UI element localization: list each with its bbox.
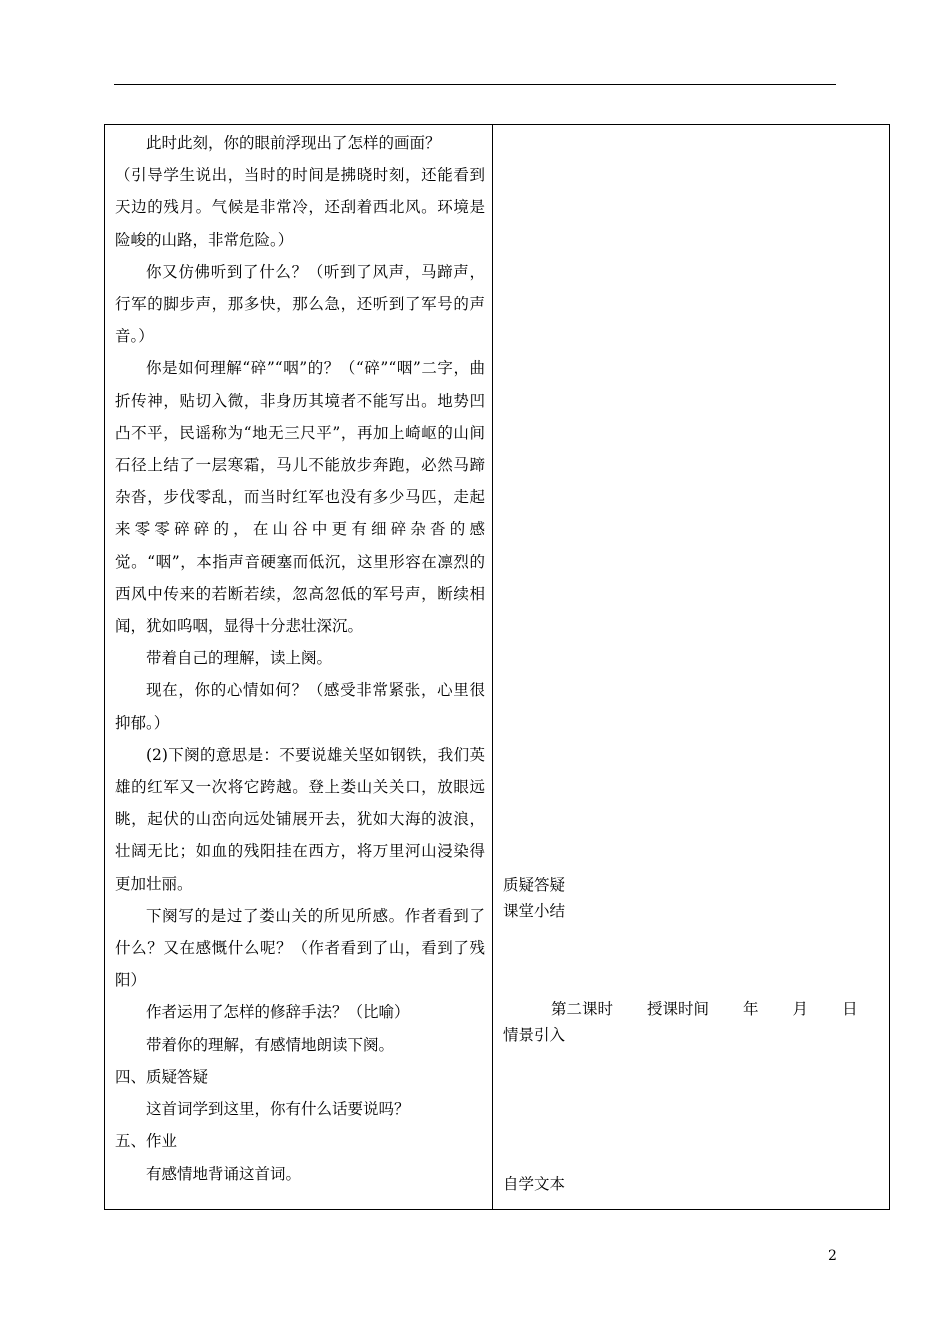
- paragraph: 你又仿佛听到了什么？（听到了风声，马蹄声，行军的脚步声，那多快，那么急，还听到了军号的声音。）: [115, 262, 485, 346]
- paragraph: 此时此刻，你的眼前浮现出了怎样的画面？: [146, 134, 441, 152]
- paragraph: 带着自己的理解，读上阕。: [146, 649, 333, 668]
- section-heading: 五、作业: [115, 1132, 178, 1151]
- column-divider: [492, 125, 493, 1209]
- paragraph: 作者运用了怎样的修辞手法？（比喻）: [146, 1003, 410, 1022]
- label-qa: 质疑答疑: [503, 876, 566, 894]
- second-lesson-title: 第二课时: [551, 1000, 614, 1018]
- section-heading: 四、质疑答疑: [115, 1067, 209, 1086]
- header-rule: [114, 84, 836, 85]
- lesson-table: [104, 124, 890, 1210]
- paragraph: (2)下阕的意思是：不要说雄关坚如钢铁，我们英雄的红军又一次将它跨越。登上娄山关关口，放眼远眺，起伏的山峦向远处铺展开去，犹如大海的波浪，壮阔无比；如血的残阳挂在西方，将万里河山浸染得更加壮丽。: [115, 745, 485, 893]
- day-label: 日: [842, 1000, 858, 1018]
- paragraph: 下阕写的是过了娄山关的所见所感。作者看到了什么？又在感慨什么呢？（作者看到了山，看到了残阳）: [115, 906, 485, 990]
- left-column-content: [115, 127, 485, 1190]
- second-lesson-header: [551, 997, 858, 1021]
- paragraph: 带着你的理解，有感情地朗读下阕。: [146, 1035, 395, 1054]
- lesson-time-label: 授课时间: [647, 1000, 710, 1018]
- paragraph: 有感情地背诵这首词。: [146, 1164, 302, 1183]
- label-summary: 课堂小结: [503, 902, 566, 920]
- label-selfstudy: 自学文本: [503, 1175, 566, 1193]
- year-label: 年: [743, 1000, 759, 1018]
- paragraph: 你是如何理解“碎”“咽”的？（“碎”“咽”二字，曲折传神，贴切入微，非身历其境者不能写出。地势凹凸不平，民谣称为“地无三尺平”，再加上崎岖的山间石径上结了一层寒霜，马儿不能放步奔跑，必然马蹄杂沓，步伐零乱，而当时红军也没有多少马匹，走起来零零碎碎的，在山谷中更有细碎杂沓的感觉。“咽”，本指声音硬塞而低沉，这里形容在凛烈的西风中传来的若断若续，忽高忽低的军号声，断续相闻，犹如呜咽，显得十分悲壮深沉。: [115, 359, 485, 636]
- page-number: 2: [828, 1248, 837, 1264]
- paragraph: 现在，你的心情如何？（感受非常紧张，心里很抑郁。）: [115, 681, 485, 732]
- month-label: 月: [792, 1000, 809, 1018]
- paragraph: 这首词学到这里，你有什么话要说吗？: [146, 1100, 410, 1119]
- label-intro: 情景引入: [503, 1026, 566, 1044]
- paragraph: （引导学生说出，当时的时间是拂晓时刻，还能看到天边的残月。气候是非常冷，还刮着西北风。环境是险峻的山路，非常危险。）: [115, 166, 485, 249]
